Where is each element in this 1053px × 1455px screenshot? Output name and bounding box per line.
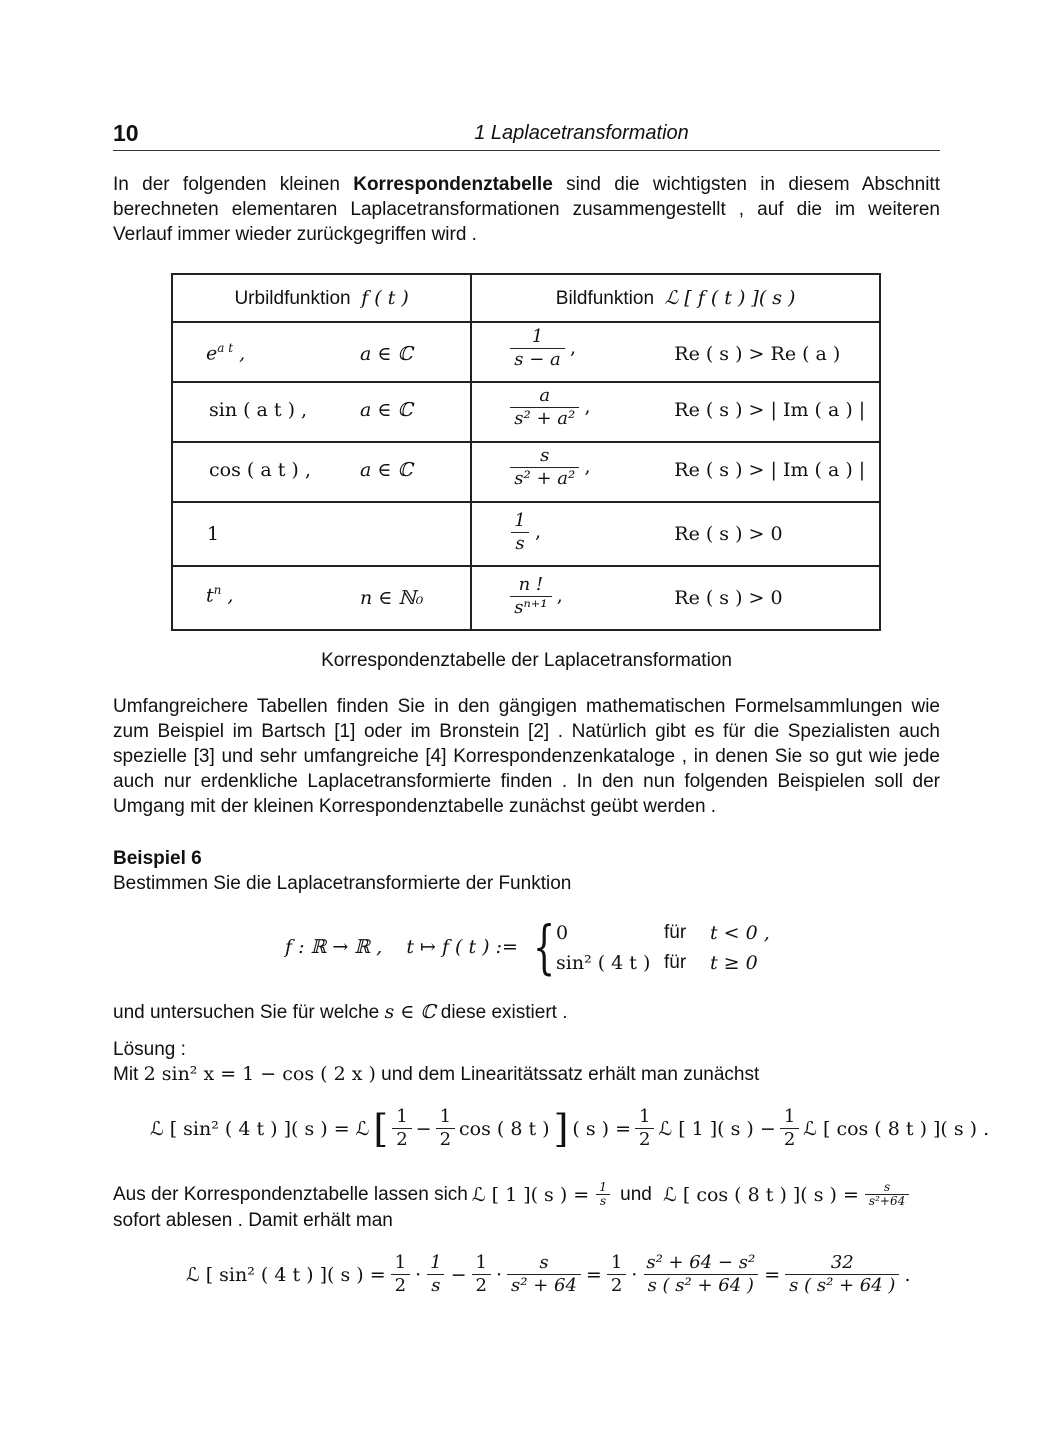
combined-num: s² + 64 − s² [646,1252,756,1273]
f-base: e [206,342,218,365]
row-image [471,566,880,630]
combined-fraction [642,1252,759,1297]
row-region: Re ( s ) > | Im ( a ) | [674,399,866,421]
f-tail: , [233,342,246,365]
readoff-text-a: Aus der Korrespondenztabelle lassen sich [113,1183,468,1205]
identity-text-b: und dem Linearitätssatz erhält man zunächst [375,1064,760,1085]
frac-num: s [540,445,550,466]
frac-den: s² + a² [510,467,579,490]
frac-num: n ! [518,574,544,595]
row-original [172,502,471,566]
table-row [172,502,880,566]
frac-tail: , [556,584,563,607]
frac-tail: , [570,336,577,359]
frac-num: a [539,385,551,406]
frac-tail: , [584,455,591,478]
period: . [904,1263,911,1286]
dot-operator: · [415,1263,422,1286]
header-original-function [172,274,471,322]
eq1-term1: ℒ [ 1 ]( s ) − [658,1117,776,1140]
result-fraction [785,1252,899,1297]
left-bracket: [ [373,1106,389,1151]
readoff-continuation: sofort ablesen . Damit erhält man [113,1210,393,1231]
header-col2-math: ℒ [ f ( t ) ]( s ) [664,286,796,309]
example-title: Beispiel 6 [113,848,202,869]
half-den: 2 [391,1274,410,1297]
half-den: 2 [607,1274,626,1297]
readoff-frac1 [595,1181,611,1208]
solution-label: Lösung : [113,1039,186,1060]
result-den: s ( s² + 64 ) [785,1274,899,1297]
row-fraction [510,385,590,430]
case1-word: für [664,922,687,943]
row-image [471,442,880,502]
readoff-frac1-num: 1 [599,1180,607,1194]
row-image [471,322,880,382]
row-original [172,322,471,382]
page-number: 10 [113,120,139,146]
row-function [206,341,245,364]
f-sup: n [213,583,222,597]
s-over-s2-fraction [507,1252,581,1297]
equation-result [186,1252,911,1297]
row-region: Re ( s ) > | Im ( a ) | [674,459,866,481]
table-row [172,566,880,630]
table-row [172,382,880,442]
row-function [206,583,233,606]
half-fraction [472,1252,491,1297]
frac-num: 1 [514,510,526,531]
half-fraction [392,1106,411,1151]
s-over-s2-den: s² + 64 [507,1274,581,1297]
combined-den: s ( s² + 64 ) [644,1274,758,1297]
eq1-cos-term: cos ( 8 t ) [459,1117,550,1140]
readoff-math2: ℒ [ cos ( 8 t ) ]( s ) = [663,1183,859,1206]
one-over-s-fraction [426,1252,445,1297]
identity-sentence [113,1063,759,1086]
case2-value: sin² ( 4 t ) [556,952,651,974]
row-condition: n ∈ ℕ₀ [360,587,424,609]
half-fraction [391,1252,410,1297]
row-condition: a ∈ ℂ [360,459,413,481]
row-fraction [510,326,576,371]
row-region: Re ( s ) > 0 [674,523,783,545]
frac-num: 1 [531,326,544,347]
header-image-function [471,274,880,322]
minus-sign: − [415,1117,432,1140]
row-image [471,382,880,442]
half-fraction [780,1106,799,1151]
dot-operator: · [631,1263,638,1286]
half-num: 1 [475,1252,487,1273]
case1-condition: t < 0 , [710,922,770,944]
eq2-lhs: ℒ [ sin² ( 4 t ) ]( s ) = [186,1263,386,1286]
intro-paragraph [113,172,940,247]
equation-linearity [150,1106,989,1151]
example-task: Bestimmen Sie die Laplacetransformierte der Funktion [113,873,572,894]
frac-den: s² + a² [510,407,579,430]
right-bracket: ] [553,1106,569,1151]
dot-operator: · [495,1263,503,1286]
identity-text-a: Mit [113,1064,144,1085]
frac-den: sⁿ⁺¹ [510,596,551,619]
case2-word: für [664,952,687,973]
row-region: Re ( s ) > Re ( a ) [674,343,841,365]
half-den: 2 [436,1128,455,1151]
readoff-math1: ℒ [ 1 ]( s ) = [471,1183,590,1206]
frac-den: s − a [510,348,565,371]
intro-text-b: sind die wichtigsten in diesem Abschnitt berechneten elementaren Laplacetransformationen zusammengestellt , auf die im weiteren Verlauf immer wieder zurückgegriffen wird . [113,174,940,245]
header-rule [113,150,940,151]
half-fraction [436,1106,455,1151]
chapter-title: 1 Laplacetransformation [474,122,689,144]
existence-sentence [113,1001,567,1024]
row-fraction [510,510,541,555]
equals-sign: = [764,1263,781,1286]
readoff-frac1-den: s [596,1194,610,1208]
half-den: 2 [780,1128,799,1151]
one-over-s-den: s [427,1274,444,1297]
s-over-s2-num: s [539,1252,549,1273]
row-original [172,382,471,442]
eq1-mid: ( s ) = [572,1117,632,1140]
header-col1-math: f ( t ) [361,286,409,309]
existence-text-a: und untersuchen Sie für welche [113,1002,385,1023]
half-num: 1 [396,1106,408,1127]
half-den: 2 [392,1128,411,1151]
half-num: 1 [439,1106,452,1127]
table-caption: Korrespondenztabelle der Laplacetransformation [321,650,732,671]
row-function: sin ( a t ) , [209,399,308,421]
piecewise-definition [285,913,805,984]
eq1-term2: ℒ [ cos ( 8 t ) ]( s ) . [803,1117,990,1140]
half-fraction [607,1252,626,1297]
half-num: 1 [394,1252,407,1273]
readoff-and: und [614,1183,658,1205]
one-over-s-num: 1 [430,1252,442,1273]
result-num: 32 [830,1252,854,1273]
row-function: cos ( a t ) , [209,459,311,481]
minus-sign: − [450,1263,467,1286]
case2-condition: t ≥ 0 [710,952,758,974]
references-paragraph: Umfangreichere Tabellen finden Sie in den gängigen mathematischen Formelsammlungen wie zum Beispiel im Bartsch [1] oder im Bronstein [2] . Natürlich gibt es für die Spezialisten auch spezielle [3] und sehr umfangreiche [4] Korrespondenzenkataloge , in denen Sie so gut wie jede auch nur erdenkliche Laplacetransformierte finden . In den nun folgenden Beispielen soll der Umgang mit der kleinen Korrespondenztabelle zunächst geübt werden . [113,696,940,817]
func-lhs: f : ℝ → ℝ , t ↦ f ( t ) := [285,936,518,958]
table-row [172,442,880,502]
header-col1-label: Urbildfunktion [234,287,351,309]
equals-sign: = [585,1263,602,1286]
identity-math: 2 sin² x = 1 − cos ( 2 x ) [143,1063,376,1085]
row-condition: a ∈ ℂ [360,343,413,365]
readoff-sentence [113,1181,940,1208]
row-fraction [510,574,563,619]
row-region: Re ( s ) > 0 [674,587,783,609]
left-brace: { [533,913,556,981]
row-condition: a ∈ ℂ [360,399,413,421]
existence-math: s ∈ ℂ [384,1001,436,1023]
case1-value: 0 [556,922,569,944]
half-den: 2 [635,1128,654,1151]
row-original [172,566,471,630]
frac-tail: , [535,520,542,543]
row-function: 1 [207,523,220,545]
frac-den: s [511,532,528,555]
readoff-frac2 [865,1181,909,1208]
half-num: 1 [783,1106,796,1127]
intro-bold-term: Korrespondenztabelle [353,174,553,195]
readoff-frac2-den: s²+64 [865,1194,909,1208]
eq1-lhs: ℒ [ sin² ( 4 t ) ]( s ) = ℒ [150,1117,370,1140]
row-image [471,502,880,566]
correspondence-table [171,273,881,631]
half-fraction [635,1106,654,1151]
existence-text-b: diese existiert . [435,1002,568,1023]
half-den: 2 [472,1274,491,1297]
row-original [172,442,471,502]
frac-tail: , [584,395,591,418]
f-sup: a t [217,341,234,355]
table-row [172,322,880,382]
table-header-row [172,274,880,322]
intro-text-a: In der folgenden kleinen [113,174,354,195]
header-col2-label: Bildfunktion [555,287,655,309]
half-num: 1 [639,1106,651,1127]
readoff-frac2-num: s [883,1180,891,1194]
half-num: 1 [610,1252,623,1273]
f-tail: , [221,584,234,607]
row-fraction [510,445,590,490]
f-base: t [206,584,214,607]
